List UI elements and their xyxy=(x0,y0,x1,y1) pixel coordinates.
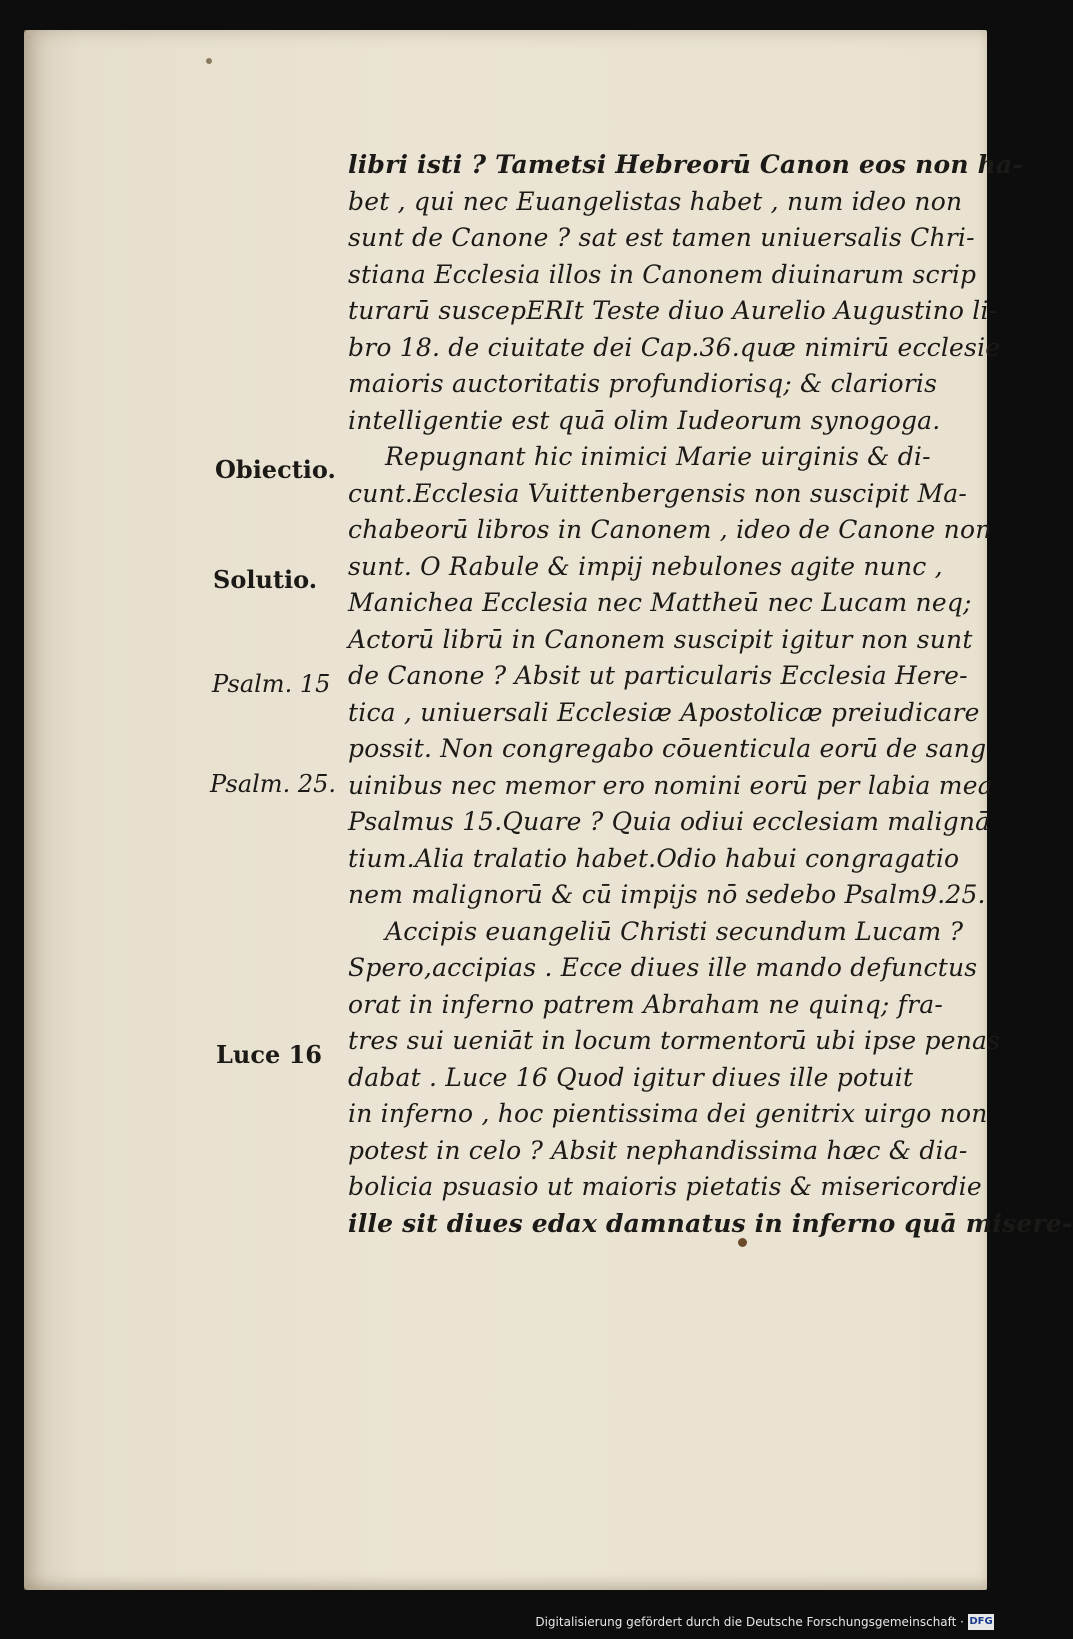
text-line: Manichea Ecclesia nec Mattheū nec Lucam neq; xyxy=(348,588,972,617)
margin-note: Psalm. 15 xyxy=(212,670,331,698)
text-line: de Canone ? Absit ut particularis Ecclesia Here- xyxy=(348,661,968,690)
text-line: Accipis euangeliū Christi secundum Lucam ? xyxy=(385,916,964,946)
text-line: dabat . Luce 16 Quod igitur diues ille potuit xyxy=(348,1062,914,1092)
text-line: bro 18. de ciuitate dei Cap.36.quæ nimirū ecclesie xyxy=(348,332,1001,362)
footer-bar xyxy=(0,1609,1000,1639)
text-line: in inferno , hoc pientissima dei genitrix uirgo non xyxy=(348,1099,988,1128)
text-line: ille sit diues edax damnatus in inferno quā misere- xyxy=(348,1208,1073,1238)
text-line: Actorū librū in Canonem suscipit igitur non sunt xyxy=(348,624,973,654)
text-line: potest in celo ? Absit nephandissima hæc & dia- xyxy=(348,1135,968,1165)
text-line: uinibus nec memor ero nomini eorū per labia mea xyxy=(348,770,993,800)
text-line: Psalmus 15.Quare ? Quia odiui ecclesiam malignā xyxy=(348,807,991,836)
margin-note: Psalm. 25. xyxy=(210,770,336,798)
text-line: bet , qui nec Euangelistas habet , num ideo non xyxy=(348,186,963,216)
text-line: stiana Ecclesia illos in Canonem diuinarum scrip xyxy=(348,259,977,289)
text-line: sunt de Canone ? sat est tamen uniuersalis Chri- xyxy=(348,223,975,252)
dfg-logo: DFG xyxy=(968,1614,994,1630)
margin-note: Luce 16 xyxy=(216,1040,322,1069)
digitization-credit: Digitalisierung gefördert durch die Deutsche Forschungsgemeinschaft · xyxy=(535,1615,964,1629)
text-line: chabeorū libros in Canonem , ideo de Canone non xyxy=(348,515,992,544)
text-line: tica , uniuersali Ecclesiæ Apostolicæ preiudicare xyxy=(348,697,980,727)
text-line: cunt.Ecclesia Vuittenbergensis non suscipit Ma- xyxy=(348,478,968,508)
text-line: possit. Non congregabo cōuenticula eorū de sang xyxy=(348,734,987,763)
text-line: libri isti ? Tametsi Hebreorū Canon eos non ha- xyxy=(348,150,1023,179)
text-line: maioris auctoritatis profundiorisq; & clarioris xyxy=(348,369,938,398)
text-line: Repugnant hic inimici Marie uirginis & di- xyxy=(385,442,931,471)
text-line: bolicia psuasio ut maioris pietatis & misericordie xyxy=(348,1172,982,1201)
text-line: intelligentie est quā olim Iudeorum synogoga. xyxy=(348,405,941,435)
text-line: Spero,accipias . Ecce diues ille mando defunctus xyxy=(348,953,978,982)
text-line: nem malignorū & cū impijs nō sedebo Psalm9.25. xyxy=(348,880,986,909)
text-line: tres sui ueniāt in locum tormentorū ubi ipse penas xyxy=(348,1026,1001,1055)
text-line: sunt. O Rabule & impij nebulones agite nunc , xyxy=(348,551,943,581)
margin-note: Solutio. xyxy=(213,565,318,594)
text-line: turarū suscepERIt Teste diuo Aurelio Augustino li- xyxy=(348,296,998,325)
ink-spot xyxy=(206,58,212,64)
text-line: orat in inferno patrem Abraham ne quinq; fra- xyxy=(348,989,944,1019)
ink-spot xyxy=(738,1238,747,1247)
text-line: tium.Alia tralatio habet.Odio habui congragatio xyxy=(348,843,960,873)
margin-note: Obiectio. xyxy=(215,455,336,484)
